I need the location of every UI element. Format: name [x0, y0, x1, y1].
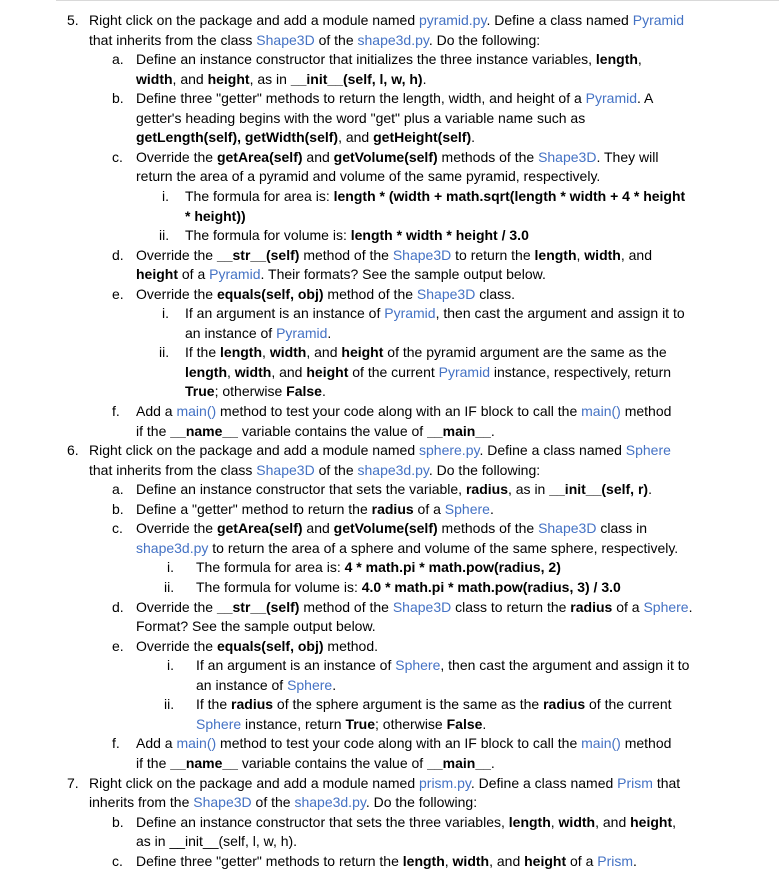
text-run: . Do the following:: [428, 31, 541, 48]
list-item-line: [136, 50, 642, 69]
list-item-line: [136, 285, 515, 304]
bold-text: getArea(self): [216, 520, 303, 537]
text-run: of a: [413, 500, 445, 517]
text-run: inherits from the: [89, 794, 194, 810]
code-reference: main(): [176, 735, 217, 752]
list-item-line: [185, 382, 326, 401]
text-run: , as in: [249, 70, 291, 87]
text-run: .: [490, 422, 495, 439]
list-item-line: [136, 422, 495, 441]
text-run: .: [422, 70, 427, 87]
text-run: If an argument is an instance of: [196, 657, 396, 674]
text-run: of the current: [348, 363, 439, 380]
text-run: of a: [178, 266, 210, 283]
text-run: If an argument is an instance of: [185, 305, 385, 322]
text-run: . Define a class named: [479, 442, 626, 459]
text-run: Define three "getter" methods to return the length, width, and height of a: [136, 90, 586, 107]
code-reference: Shape3D: [256, 31, 315, 48]
bold-text: height: [341, 344, 384, 361]
list-item-line: [136, 128, 475, 147]
text-run: ,: [550, 813, 559, 830]
text-run: to return the: [451, 246, 535, 263]
text-run: , and: [620, 246, 652, 263]
text-run: . Define a class named: [470, 774, 618, 791]
code-reference: Sphere: [287, 676, 333, 693]
code-reference: Pyramid: [276, 324, 328, 341]
list-item-line: [136, 70, 426, 89]
code-reference: Prism: [617, 774, 653, 791]
text-run: if the: [136, 422, 171, 439]
text-run: .: [633, 852, 637, 869]
text-run: Override the: [136, 246, 217, 263]
text-run: The formula for area is:: [196, 559, 345, 576]
text-run: .: [471, 129, 475, 146]
list-item-line: [196, 676, 336, 695]
text-run: of the: [314, 31, 358, 48]
list-marker: d.: [112, 598, 124, 615]
list-marker: d.: [112, 246, 124, 263]
bold-text: length: [220, 344, 263, 361]
text-run: .: [332, 676, 337, 693]
list-marker: i.: [167, 559, 174, 576]
list-item-line: [185, 207, 246, 226]
bold-text: __init__(self, r): [549, 481, 649, 498]
text-run: Right click on the package and add a module named: [89, 442, 419, 459]
text-run: if the: [136, 754, 171, 771]
list-item-line: [196, 656, 689, 675]
text-run: Add a: [136, 735, 177, 752]
list-item-line: [89, 774, 680, 793]
list-item-line: [136, 519, 647, 538]
code-reference: Pyramid: [209, 266, 261, 283]
bold-text: height: [306, 363, 349, 380]
text-run: methods of the: [437, 520, 539, 537]
list-marker: c.: [112, 148, 123, 165]
text-run: and: [302, 520, 334, 537]
list-item-line: [185, 304, 685, 323]
list-marker: e.: [112, 637, 124, 654]
bold-text: height: [630, 813, 673, 830]
code-reference: Sphere: [395, 657, 441, 674]
list-item-line: [136, 598, 693, 617]
text-run: of the: [251, 794, 295, 810]
text-run: that: [652, 774, 681, 791]
text-run: Define an instance constructor that sets the variable,: [136, 481, 466, 498]
text-run: ,: [672, 813, 677, 830]
text-run: and: [302, 148, 334, 165]
bold-text: getArea(self): [216, 148, 303, 165]
bold-text: False: [446, 715, 483, 732]
bold-text: length * width * height / 3.0: [350, 227, 529, 244]
text-run: as in __init__(self, l, w, h).: [136, 833, 298, 850]
code-reference: Shape3D: [538, 148, 597, 165]
text-run: method of the: [299, 246, 393, 263]
text-run: of a: [612, 598, 644, 615]
text-run: , and: [172, 70, 208, 87]
list-marker: ii.: [159, 227, 170, 244]
bold-text: width: [269, 344, 307, 361]
text-run: to return the area of a sphere and volume of the same sphere, respectively.: [208, 539, 679, 556]
bold-text: False: [286, 383, 322, 400]
bold-text: equals(self, obj): [216, 637, 324, 654]
bold-text: width: [452, 852, 490, 869]
list-item-line: [185, 187, 685, 206]
bold-text: __main__: [427, 754, 491, 771]
text-run: . A: [637, 90, 654, 107]
list-item-line: [196, 558, 561, 577]
text-run: ,: [227, 363, 235, 380]
list-marker: a.: [112, 51, 124, 68]
text-run: .: [489, 500, 494, 517]
text-run: method.: [323, 637, 378, 654]
text-run: method to test your code along with an IF block to call the: [216, 403, 582, 419]
list-item-line: [136, 500, 494, 519]
bold-text: radius: [465, 481, 508, 498]
text-run: .: [482, 715, 487, 732]
code-reference: shape3d.py: [294, 794, 366, 810]
code-reference: Pyramid: [384, 305, 436, 322]
top-border: [56, 0, 779, 1]
text-run: variable contains the value of: [237, 754, 428, 771]
bold-text: getLength(self), getWidth(self): [136, 129, 339, 146]
text-run: , then cast the argument and assign it to: [435, 305, 685, 322]
text-run: , and: [306, 344, 342, 361]
text-run: Override the: [136, 637, 217, 654]
bold-text: height: [524, 852, 567, 869]
text-run: Format? See the sample output below.: [136, 618, 376, 635]
text-run: If the: [196, 696, 232, 713]
list-marker: ii.: [159, 344, 170, 361]
list-item-line: [136, 148, 658, 167]
list-item-line: [136, 734, 671, 753]
list-marker: 6.: [67, 442, 79, 459]
bold-text: __main__: [427, 422, 491, 439]
list-item-line: [136, 617, 376, 636]
bold-text: length: [508, 813, 551, 830]
text-run: .: [321, 383, 326, 400]
text-run: Define a "getter" method to return the: [136, 500, 372, 517]
list-marker: a.: [112, 481, 124, 498]
text-run: Define an instance constructor that sets the three variables,: [136, 813, 509, 830]
list-marker: 5.: [67, 12, 79, 28]
bold-text: getHeight(self): [373, 129, 472, 146]
bold-text: length: [595, 51, 638, 68]
text-run: class to return the: [451, 598, 571, 615]
code-reference: Shape3D: [392, 598, 452, 615]
list-item-line: [136, 89, 653, 108]
text-run: , and: [489, 852, 525, 869]
text-run: , as in: [507, 481, 550, 498]
text-run: class in: [596, 520, 648, 537]
list-item-line: [185, 363, 671, 382]
code-reference: shape3d.py: [357, 31, 429, 48]
code-reference: Shape3D: [416, 285, 476, 302]
text-run: ,: [262, 344, 270, 361]
text-run: If the: [185, 344, 221, 361]
text-run: Override the: [136, 520, 217, 537]
bold-text: 4.0 * math.pi * math.pow(radius, 3) / 3.0: [361, 579, 621, 595]
bold-text: height: [207, 70, 250, 87]
text-run: Right click on the package and add a module named: [89, 12, 419, 28]
list-item-line: [89, 793, 477, 812]
code-reference: Shape3D: [193, 794, 252, 810]
bold-text: radius: [371, 500, 414, 517]
list-item-line: [196, 578, 621, 597]
text-run: that inherits from the class: [89, 461, 257, 478]
code-reference: Pyramid: [585, 90, 638, 107]
code-reference: shape3d.py: [357, 461, 429, 478]
text-run: Override the: [136, 285, 217, 302]
text-run: The formula for volume is:: [185, 227, 351, 244]
bold-text: length: [185, 363, 227, 380]
list-item-line: [89, 31, 540, 50]
text-run: . Do the following:: [428, 461, 541, 478]
text-run: , and: [595, 813, 631, 830]
bold-text: width: [584, 246, 621, 263]
bold-text: getVolume(self): [333, 148, 438, 165]
list-marker: i.: [162, 188, 169, 204]
code-reference: Sphere: [643, 598, 689, 615]
list-marker: b.: [112, 90, 124, 107]
list-marker: b.: [112, 500, 124, 517]
bold-text: radius: [543, 696, 586, 713]
text-run: Define an instance constructor that initializes the three instance variables,: [136, 51, 596, 68]
code-reference: main(): [176, 403, 217, 419]
bold-text: equals(self, obj): [216, 285, 324, 302]
text-run: an instance of: [196, 676, 288, 693]
text-run: of the current: [585, 696, 672, 713]
code-reference: Shape3D: [256, 461, 315, 478]
bold-text: __str__(self): [216, 598, 300, 615]
text-run: of the: [314, 461, 358, 478]
code-reference: Pyramid: [438, 363, 490, 380]
text-run: . Do the following:: [365, 794, 478, 810]
bold-text: __init__(self, l, w, h): [290, 70, 423, 87]
list-item-line: [89, 441, 671, 460]
bold-text: height: [136, 266, 178, 283]
code-reference: Sphere: [625, 442, 671, 459]
text-run: of the sphere argument is the same as the: [273, 696, 544, 713]
text-run: .: [327, 324, 332, 341]
code-reference: main(): [581, 403, 621, 419]
list-item-line: [196, 715, 486, 734]
text-run: of the pyramid argument are the same as the: [383, 344, 667, 361]
text-run: The formula for volume is:: [196, 579, 362, 595]
text-run: class.: [475, 285, 515, 302]
bold-text: radius: [231, 696, 274, 713]
code-reference: pyramid.py: [419, 12, 487, 28]
code-reference: Prism: [597, 852, 634, 869]
code-reference: Sphere: [444, 500, 490, 517]
bold-text: __name__: [170, 422, 238, 439]
bold-text: radius: [570, 598, 613, 615]
text-run: ; otherwise: [375, 715, 447, 732]
bold-text: __name__: [170, 754, 238, 771]
list-marker: f.: [112, 735, 120, 752]
list-item-line: [136, 480, 652, 499]
list-item-line: [89, 461, 540, 480]
text-run: return the area of a pyramid and volume of the same pyramid, respectively.: [136, 168, 601, 185]
text-run: .: [688, 598, 693, 615]
text-run: method to test your code along with an IF block to call the: [216, 735, 582, 752]
list-item-line: [185, 324, 331, 343]
list-item-line: [136, 813, 676, 832]
text-run: method: [620, 403, 672, 419]
text-run: ,: [637, 51, 642, 68]
bold-text: * height)): [185, 207, 246, 224]
list-marker: c.: [112, 520, 123, 537]
code-reference: prism.py: [419, 774, 471, 791]
text-run: of a: [566, 852, 598, 869]
list-item-line: [136, 167, 600, 186]
text-run: . Define a class named: [486, 12, 633, 28]
text-run: .: [648, 481, 652, 498]
text-run: . Their formats? See the sample output below.: [260, 266, 546, 283]
text-run: ,: [444, 852, 453, 869]
text-run: method of the: [299, 598, 393, 615]
text-run: , then cast the argument and assign it to: [440, 657, 690, 674]
list-item-line: [136, 754, 495, 773]
bold-text: width: [136, 70, 173, 87]
list-item-line: [136, 539, 678, 558]
list-item-line: [185, 343, 667, 362]
list-marker: ii.: [164, 696, 175, 713]
list-marker: ii.: [164, 579, 175, 595]
list-item-line: [136, 246, 652, 265]
list-item-line: [196, 695, 672, 714]
list-item-line: [136, 852, 637, 871]
list-item-line: [185, 226, 529, 245]
bold-text: width: [558, 813, 596, 830]
text-run: Define three "getter" methods to return the: [136, 852, 403, 869]
text-run: method of the: [323, 285, 417, 302]
text-run: ; otherwise: [214, 383, 287, 400]
text-run: instance, respectively, return: [490, 363, 672, 380]
list-item-line: [136, 637, 378, 656]
text-run: method: [620, 735, 672, 752]
bold-text: width: [234, 363, 272, 380]
text-run: .: [490, 754, 495, 771]
code-reference: Sphere: [196, 715, 242, 732]
list-item-line: [89, 11, 684, 30]
text-run: Right click on the package and add a module named: [89, 774, 419, 791]
bold-text: length * (width + math.sqrt(length * width + 4 * height: [333, 188, 686, 204]
text-run: The formula for area is:: [185, 188, 334, 204]
list-item-line: [136, 402, 671, 421]
list-marker: e.: [112, 285, 124, 302]
bold-text: length: [402, 852, 445, 869]
text-run: that inherits from the class: [89, 31, 257, 48]
code-reference: main(): [581, 735, 621, 752]
bold-text: getVolume(self): [333, 520, 438, 537]
list-item-line: [136, 265, 546, 284]
text-run: Override the: [136, 148, 217, 165]
list-item-line: [136, 832, 297, 851]
bold-text: 4 * math.pi * math.pow(radius, 2): [344, 559, 561, 576]
list-marker: c.: [112, 852, 123, 869]
code-reference: sphere.py: [419, 442, 480, 459]
code-reference: Shape3D: [392, 246, 452, 263]
list-item-line: [136, 109, 585, 128]
bold-text: True: [345, 715, 376, 732]
text-run: Add a: [136, 403, 177, 419]
bold-text: __str__(self): [216, 246, 300, 263]
text-run: , and: [338, 129, 374, 146]
code-reference: Pyramid: [632, 12, 685, 28]
text-run: an instance of: [185, 324, 277, 341]
text-run: methods of the: [437, 148, 539, 165]
list-marker: b.: [112, 813, 124, 830]
code-reference: Shape3D: [538, 520, 597, 537]
list-marker: i.: [167, 657, 174, 674]
text-run: variable contains the value of: [237, 422, 428, 439]
bold-text: length: [534, 246, 577, 263]
bold-text: True: [185, 383, 215, 400]
text-run: Override the: [136, 598, 217, 615]
list-marker: 7.: [67, 774, 79, 791]
text-run: instance, return: [241, 715, 346, 732]
text-run: ,: [576, 246, 585, 263]
code-reference: shape3d.py: [136, 539, 209, 556]
list-marker: f.: [112, 403, 120, 419]
text-run: , and: [271, 363, 307, 380]
list-marker: i.: [162, 305, 169, 322]
text-run: . They will: [596, 148, 659, 165]
text-run: getter's heading begins with the word "get" plus a variable name such as: [136, 109, 586, 126]
